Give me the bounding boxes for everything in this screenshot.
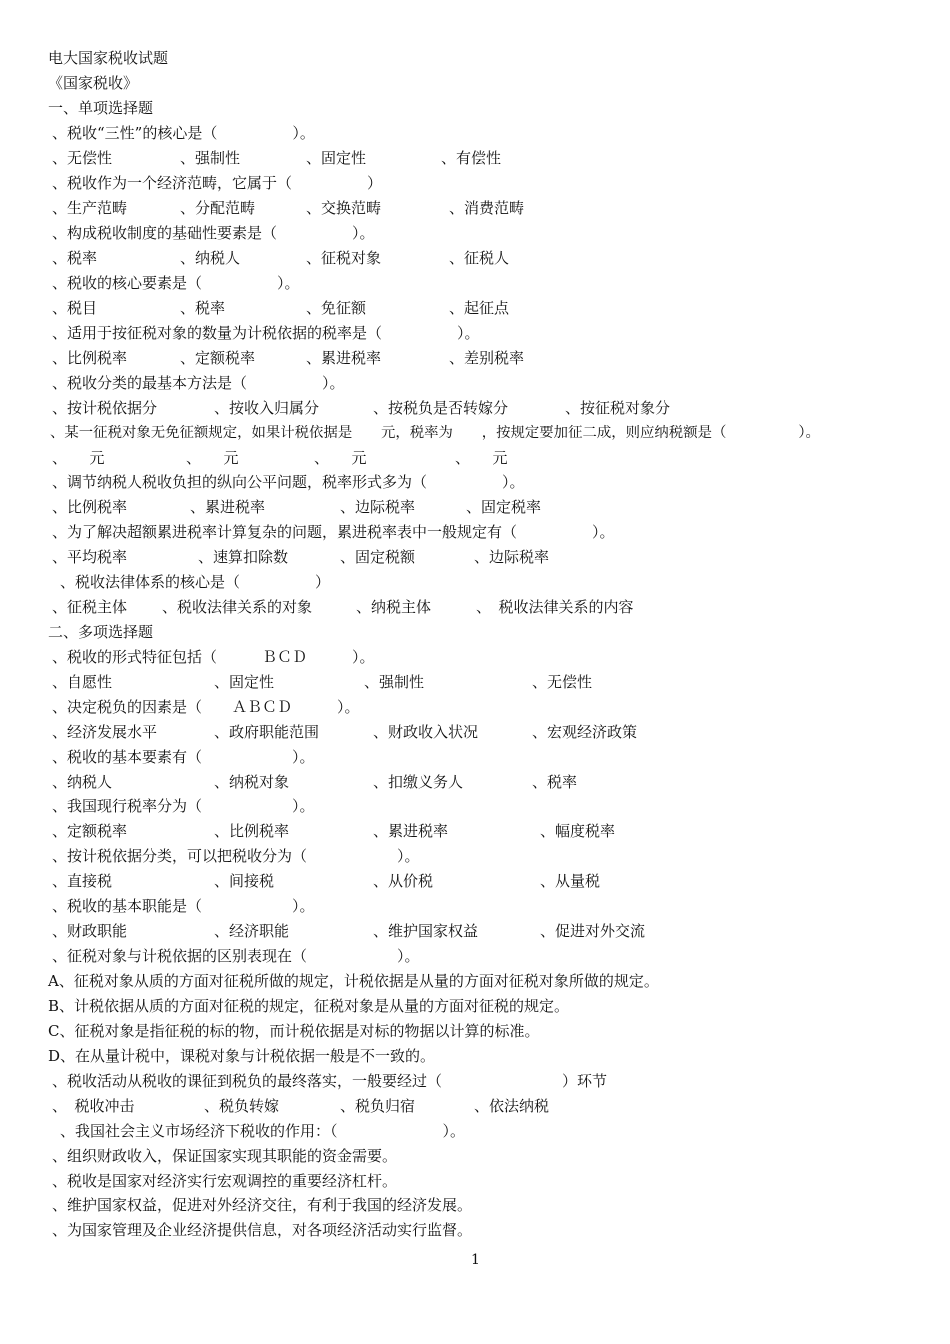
- options-row: 、定额税率 、比例税率 、累进税率 、幅度税率: [52, 822, 616, 840]
- options-row: 、财政职能 、经济职能 、维护国家权益 、促进对外交流: [52, 922, 646, 940]
- options-row: 、 税收冲击 、税负转嫁 、税负归宿 、依法纳税: [52, 1097, 550, 1115]
- options-row: 、平均税率 、速算扣除数 、固定税额 、边际税率: [52, 548, 550, 566]
- options-row: 、无偿性 、强制性 、固定性 、有偿性: [52, 149, 502, 167]
- options-row: 、直接税 、间接税 、从价税 、从量税: [52, 872, 601, 890]
- options-row: 、按计税依据分 、按收入归属分 、按税负是否转嫁分 、按征税对象分: [52, 399, 671, 417]
- options-row: 、经济发展水平 、政府职能范围 、财政收入状况 、宏观经济政策: [52, 723, 638, 741]
- document-page: 电大国家税收试题 《国家税收》 一、单项选择题 、税收“三性”的核心是（ ）。 、无偿性 、强制性 、固定性 、有偿性 、税收作为一个经济范畴，它属于（ ） 、生产范畴 、分配范畴 、交换范畴 、消费范畴 、构成税收制度的基础性要素是（ ）。 、税率 、纳税人 、征税对象 、征税人 、税收的核心要素是（ ）。 、税目 、税率 、免征额 、起征点 、适用于按征税对象的数量为计税依据的税率是（ ）。 、比例税率 、定额税率 、累进税率 、差别税率 、税收分类的最基本方法是（ ）。 、按计税依据分 、按收入归属分 、按税负是否转嫁分 、按征税对象分 、某一征税对象无免征额规定，如果计税依据是 元，税率为 ，按规定要加征二成，则应纳税额是（ ）。 、 元 、 元 、 元 、 元 、调节纳税人税收负担的纵向公平问题，税率形式多为（ ）。 、比例税率 、累进税率 、边际税率 、固定税率 、为了解决超额累进税率计算复杂的问题，累进税率表中一般规定有（ ）。 、平均税率 、速算扣除数 、固定税额 、边际税率 、税收法律体系的核心是（ ） 、征税主体 、税收法律关系的对象 、纳税主体 、 税收法律关系的内容 二、多项选择题 、税收的形式特征包括（ ＢＣＤ ）。 、自愿性 、固定性 、强制性 、无偿性 、决定税负的因素是（ ＡＢＣＤ ）。 、经济发展水平 、政府职能范围 、财政收入状况 、宏观经济政策 、税收的基本要素有（ ）。 、纳税人 、纳税对象 、扣缴义务人 、税率 、我国现行税率分为（ ）。 、定额税率 、比例税率 、累进税率 、幅度税率 、按计税依据分类，可以把税收分为（ ）。 、直接税 、间接税 、从价税 、从量税 、税收的基本职能是（ ）。 、财政职能 、经济职能 、维护国家权益 、促进对外交流 、征税对象与计税依据的区别表现在（ ）。 A、征税对象从质的方面对征税所做的规定，计税依据是从量的方面对征税对象所做的规定。 B、计税依据从质的方面对征税的规定，征税对象是从量的方面对征税的规定。 C、征税对象是指征税的标的物，而计税依据是对标的物据以计算的标准。 D、在从量计税中，课税对象与计税依据一般是不一致的。 、税收活动从税收的课征到税负的最终落实，一般要经过（ ）环节 、 税收冲击 、税负转嫁 、税负归宿 、依法纳税 、我国社会主义市场经济下税收的作用：（ ）。 、组织财政收入，保证国家实现其职能的资金需要。 、税收是国家对经济实行宏观调控的重要经济杠杆。 、维护国家权益，促进对外经济交往，有利于我国的经济发展。 、为国家管理及企业经济提供信息，对各项经济活动实行监督。 1: [0, 0, 950, 1344]
- options-row: 、税率 、纳税人 、征税对象 、征税人: [52, 249, 510, 267]
- options-row: 、征税主体 、税收法律关系的对象 、纳税主体 、 税收法律关系的内容: [52, 598, 634, 616]
- options-row: 、比例税率 、累进税率 、边际税率 、固定税率: [52, 498, 542, 516]
- options-row: 、比例税率 、定额税率 、累进税率 、差别税率: [52, 349, 525, 367]
- page-number: 1: [471, 1252, 480, 1268]
- options-row: 、税目 、税率 、免征额 、起征点: [52, 299, 510, 317]
- options-row: 、自愿性 、固定性 、强制性 、无偿性: [52, 673, 593, 691]
- options-row: 、生产范畴 、分配范畴 、交换范畴 、消费范畴: [52, 199, 525, 217]
- options-row: 、纳税人 、纳税对象 、扣缴义务人 、税率: [52, 773, 578, 791]
- options-row: 、 元 、 元 、 元 、 元: [52, 449, 508, 467]
